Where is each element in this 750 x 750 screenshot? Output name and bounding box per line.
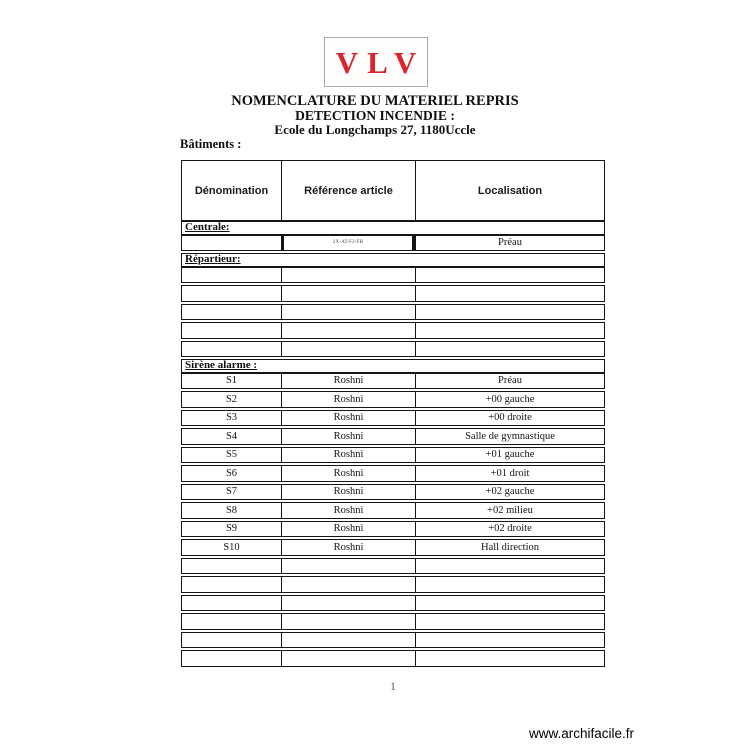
cell-localisation <box>415 651 604 666</box>
cell-localisation: +02 droite <box>415 522 604 537</box>
cell-denomination <box>182 596 281 611</box>
table-row <box>181 576 605 593</box>
table-row <box>181 304 605 321</box>
table-row <box>181 484 605 501</box>
cell-denomination <box>182 614 281 629</box>
cell-reference: Roshni <box>281 429 415 444</box>
cell-reference <box>281 323 415 338</box>
cell-localisation: +02 milieu <box>415 503 604 518</box>
cell-reference: Roshni <box>281 374 415 389</box>
cell-localisation <box>415 342 604 357</box>
vlv-logo <box>324 37 428 87</box>
table-row <box>181 447 605 464</box>
cell-reference: Roshni <box>281 411 415 426</box>
cell-reference: Roshni <box>281 466 415 481</box>
cell-denomination <box>182 559 281 574</box>
cell-localisation: Préau <box>415 374 604 389</box>
cell-reference <box>281 577 415 592</box>
batiments-label: Bâtiments : <box>180 137 242 151</box>
section-header-centrale <box>181 221 605 235</box>
section-header-label: Centrale: <box>185 221 230 234</box>
cell-reference: 2X-AT-F2-FB <box>281 236 415 251</box>
column-header-denomination: Dénomination <box>194 184 269 197</box>
cell-denomination <box>182 268 281 283</box>
table-row <box>181 391 605 408</box>
cell-denomination: S8 <box>225 504 238 516</box>
section-header-label: Répartieur: <box>185 253 241 266</box>
cell-localisation <box>415 323 604 338</box>
cell-denomination: S4 <box>225 430 238 442</box>
cell-reference <box>281 286 415 301</box>
table-row <box>181 373 605 390</box>
document-title-line1: NOMENCLATURE DU MATERIEL REPRIS <box>231 93 519 109</box>
cell-denomination: S6 <box>225 467 238 479</box>
cell-localisation: Hall direction <box>415 540 604 555</box>
cell-denomination <box>182 342 281 357</box>
cell-localisation <box>415 577 604 592</box>
table-row <box>181 558 605 575</box>
cell-denomination: S1 <box>225 375 238 387</box>
table-row <box>181 410 605 427</box>
table-row <box>181 267 605 284</box>
cell-denomination: S5 <box>225 449 238 461</box>
cell-denomination: S7 <box>225 486 238 498</box>
cell-localisation <box>415 268 604 283</box>
table-row <box>181 595 605 612</box>
cell-localisation: +00 gauche <box>415 392 604 407</box>
cell-reference <box>281 342 415 357</box>
cell-reference <box>281 614 415 629</box>
cell-localisation: Salle de gymnastique <box>415 429 604 444</box>
cell-localisation <box>415 596 604 611</box>
table-row <box>181 235 605 252</box>
cell-reference: Roshni <box>281 540 415 555</box>
cell-reference <box>281 596 415 611</box>
column-header-localisation: Localisation <box>415 161 604 220</box>
cell-denomination <box>182 236 281 251</box>
cell-localisation: +00 droite <box>415 411 604 426</box>
cell-localisation <box>415 286 604 301</box>
section-header-repartieur <box>181 253 605 267</box>
cell-denomination <box>182 577 281 592</box>
table-row <box>181 632 605 649</box>
section-header-label: Sirène alarme : <box>185 359 258 372</box>
cell-denomination: S10 <box>223 541 240 553</box>
vlv-logo-text: VLV <box>335 44 426 80</box>
materiel-table <box>181 160 605 669</box>
table-row <box>181 502 605 519</box>
table-row <box>181 465 605 482</box>
cell-localisation: +01 droit <box>415 466 604 481</box>
cell-localisation <box>415 614 604 629</box>
watermark-url: www.archifacile.fr <box>529 726 635 741</box>
cell-denomination: S3 <box>225 412 238 424</box>
cell-reference: Roshni <box>281 485 415 500</box>
cell-denomination <box>182 651 281 666</box>
table-row <box>181 428 605 445</box>
cell-denomination <box>182 305 281 320</box>
table-body <box>181 221 605 667</box>
cell-reference: Roshni <box>281 522 415 537</box>
cell-reference <box>281 633 415 648</box>
column-header-reference: Référence article <box>281 161 415 220</box>
cell-localisation: +02 gauche <box>415 485 604 500</box>
cell-denomination <box>182 633 281 648</box>
table-row <box>181 521 605 538</box>
page-number: 1 <box>390 681 396 693</box>
table-row <box>181 322 605 339</box>
cell-denomination <box>182 323 281 338</box>
table-row <box>181 539 605 556</box>
cell-reference: Roshni <box>281 503 415 518</box>
cell-reference <box>281 268 415 283</box>
table-row <box>181 650 605 667</box>
cell-denomination: S9 <box>225 523 238 535</box>
cell-reference: Roshni <box>281 392 415 407</box>
table-row <box>181 285 605 302</box>
cell-reference <box>281 559 415 574</box>
cell-localisation: Préau <box>415 236 604 251</box>
document-title-line2: DETECTION INCENDIE : <box>295 108 455 123</box>
cell-localisation <box>415 305 604 320</box>
section-header-sirene_alarme <box>181 359 605 373</box>
cell-reference: Roshni <box>281 448 415 463</box>
cell-localisation: +01 gauche <box>415 448 604 463</box>
cell-denomination <box>182 286 281 301</box>
cell-denomination: S2 <box>225 393 238 405</box>
cell-localisation <box>415 559 604 574</box>
document-title-line3: Ecole du Longchamps 27, 1180Uccle <box>274 121 476 137</box>
table-header-row <box>181 160 605 221</box>
table-row <box>181 341 605 358</box>
table-row <box>181 613 605 630</box>
cell-reference <box>281 651 415 666</box>
cell-localisation <box>415 633 604 648</box>
cell-reference <box>281 305 415 320</box>
